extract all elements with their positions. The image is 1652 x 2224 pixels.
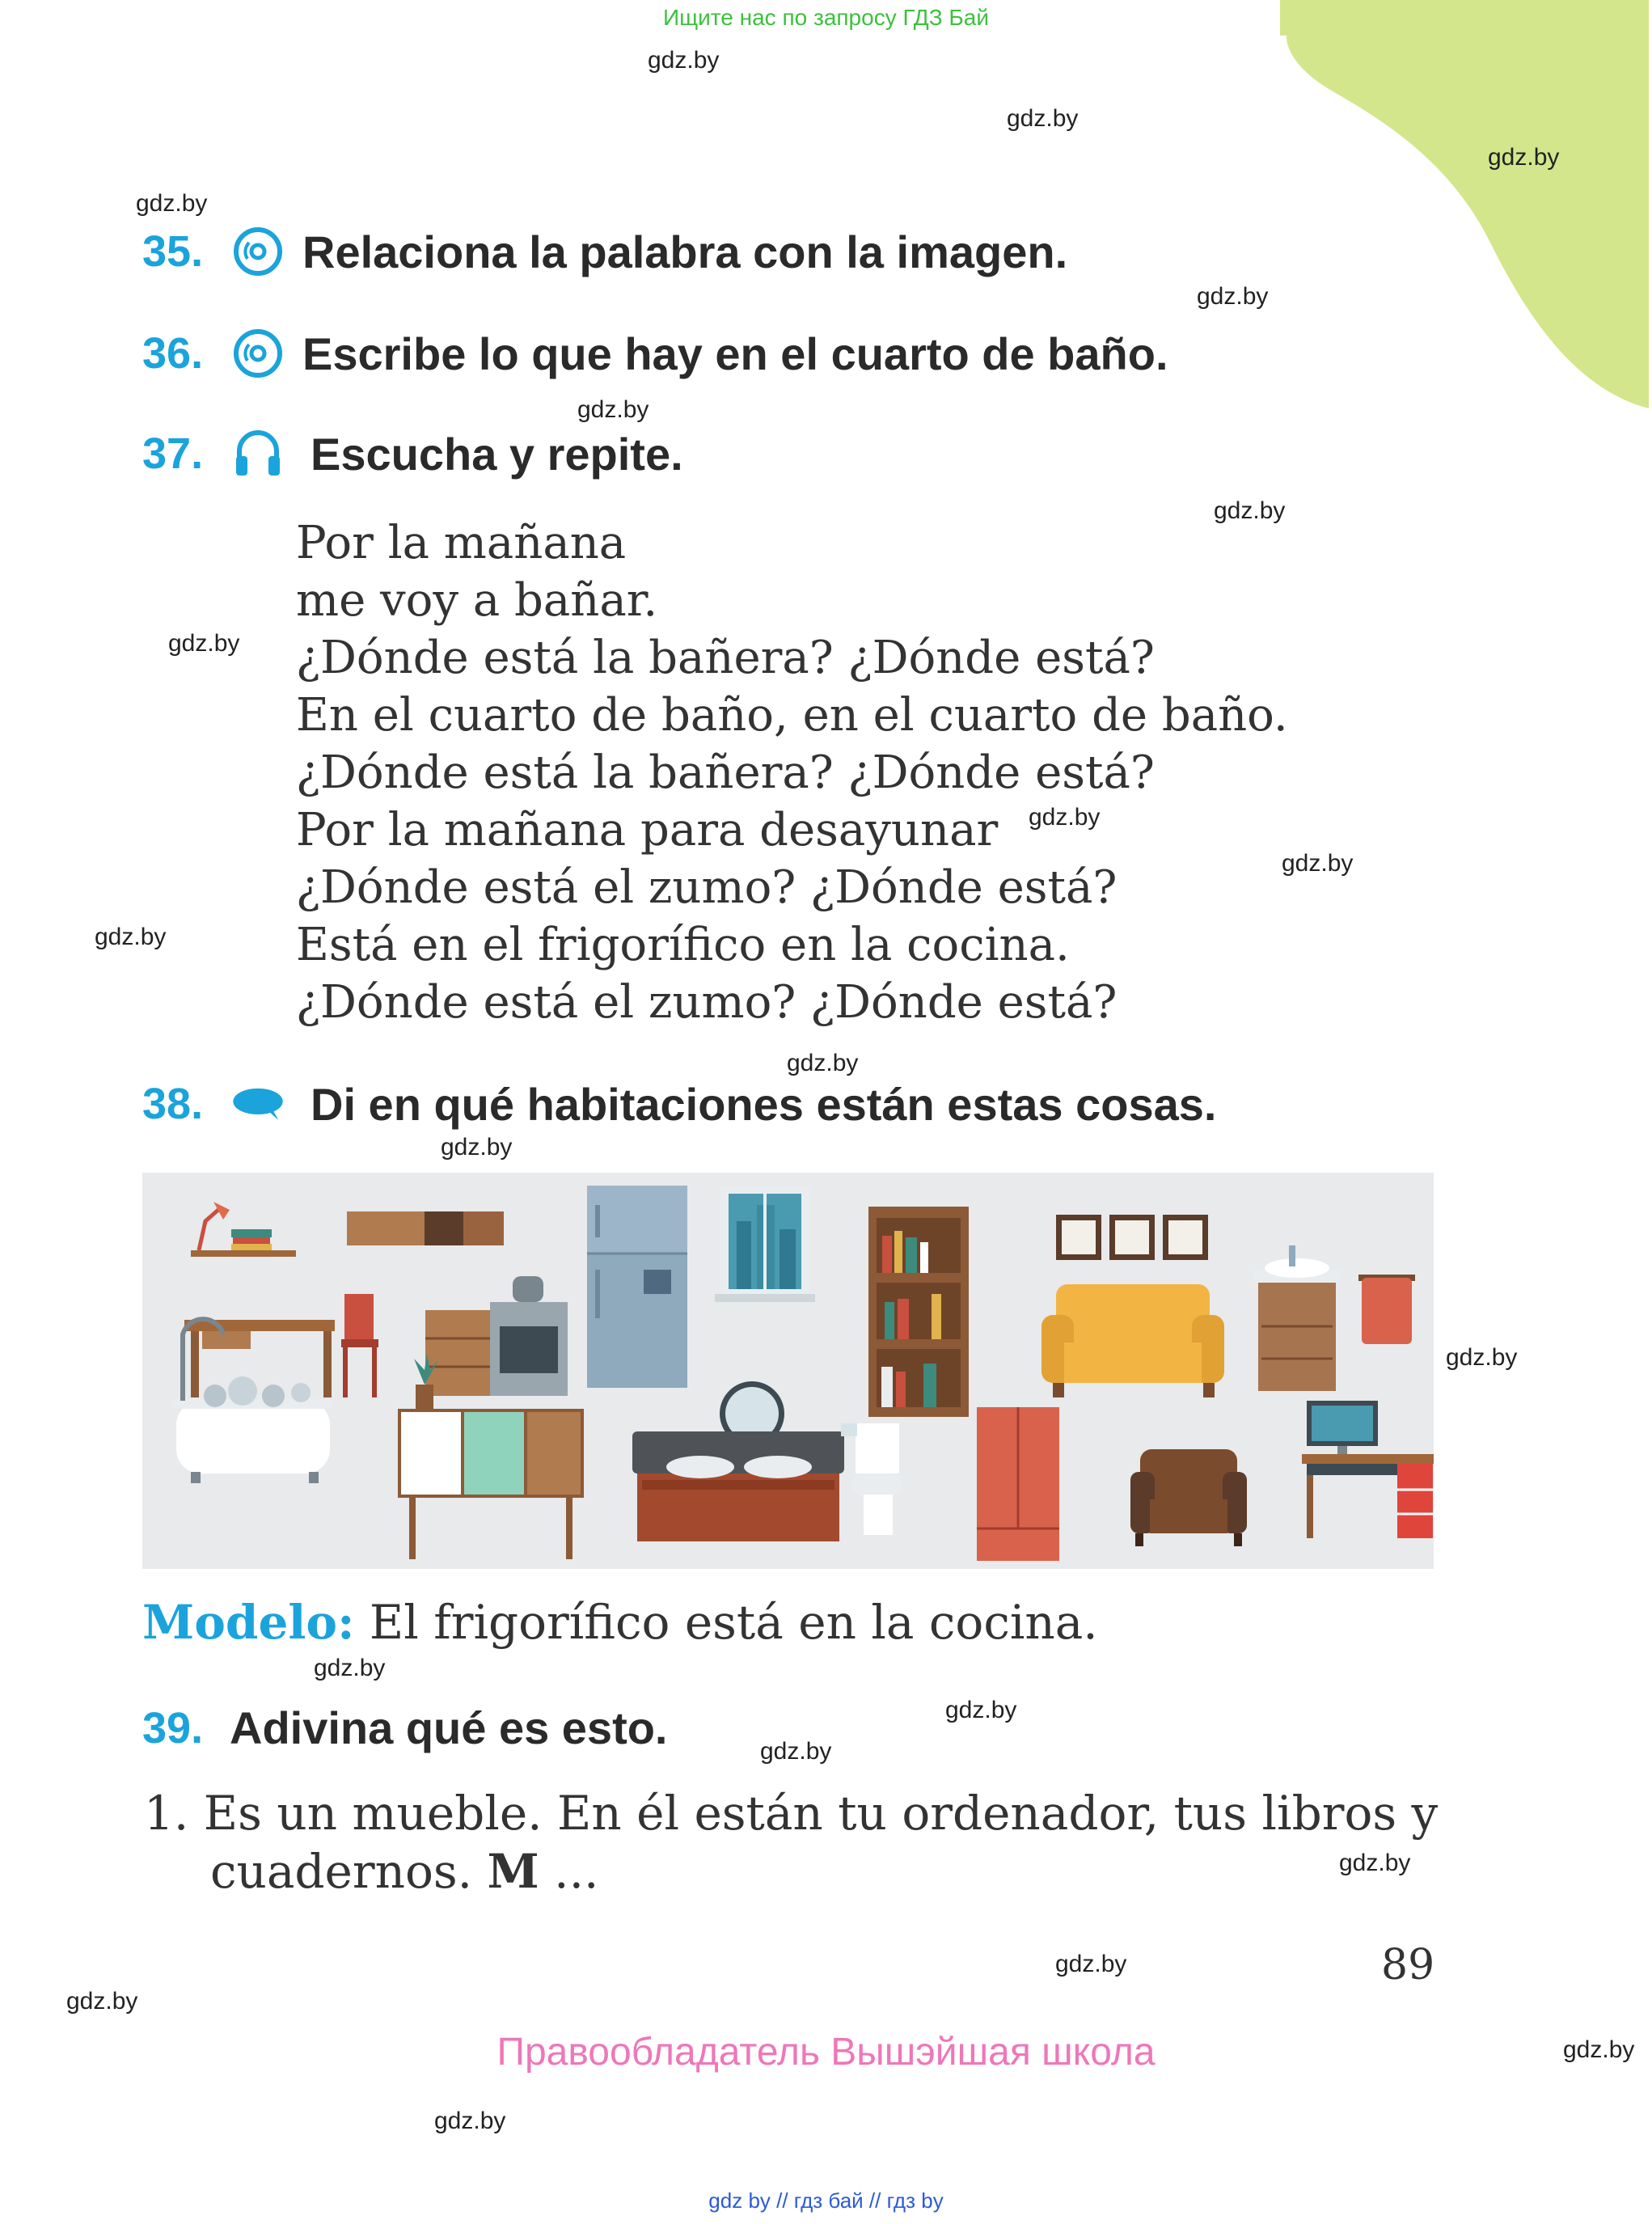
watermark: gdz.by — [577, 396, 649, 423]
watermark: gdz.by — [1029, 804, 1101, 831]
headphones-icon — [231, 427, 285, 480]
watermark: gdz.by — [314, 1655, 386, 1681]
watermark: gdz.by — [1197, 283, 1269, 310]
armchair — [1130, 1449, 1247, 1546]
exercise-instruction: Escucha y repite. — [311, 428, 683, 480]
lyric-line: Por la mañana — [296, 517, 627, 569]
lyric-line: En el cuarto de baño, en el cuarto de baño. — [296, 689, 1288, 742]
decorative-blob — [1280, 0, 1652, 421]
cd-disc-icon — [231, 327, 285, 380]
footer-links[interactable]: gdz by // гдз бай // гдз by — [708, 2188, 944, 2213]
watermark: gdz.by — [1446, 1344, 1518, 1371]
exercise-number: 35. — [142, 227, 204, 276]
watermark: gdz.by — [434, 2108, 506, 2134]
watermark: gdz.by — [1214, 497, 1286, 524]
lyric-line: Está en el frigorífico en la cocina. — [296, 919, 1070, 971]
model-text: El frigorífico está en la cocina. — [354, 1595, 1098, 1650]
exercise-36 — [142, 327, 1168, 380]
watermark: gdz.by — [1488, 144, 1560, 171]
lyric-line: ¿Dónde está la bañera? ¿Dónde está? — [296, 632, 1155, 684]
watermark: gdz.by — [760, 1738, 832, 1765]
model-sentence — [142, 1595, 1098, 1650]
top-banner: Ищите нас по запросу ГДЗ Бай — [662, 5, 990, 30]
lyric-line: Por la mañana para desayunar — [296, 804, 999, 856]
sofa — [1041, 1284, 1224, 1397]
watermark: gdz.by — [648, 47, 720, 74]
fridge — [587, 1186, 687, 1388]
window — [715, 1186, 815, 1302]
watermark: gdz.by — [1055, 1951, 1127, 1977]
stove — [490, 1276, 568, 1396]
exercise-instruction: Relaciona la palabra con la imagen. — [302, 226, 1068, 277]
watermark: gdz.by — [95, 924, 167, 950]
watermark: gdz.by — [1339, 1850, 1411, 1876]
exercise-instruction: Di en qué habitaciones están estas cosas. — [311, 1078, 1217, 1130]
speech-bubble-icon — [231, 1077, 285, 1131]
wardrobe — [977, 1407, 1059, 1561]
exercise-instruction: Escribe lo que hay en el cuarto de baño. — [302, 328, 1168, 379]
lyric-line: ¿Dónde está el zumo? ¿Dónde está? — [296, 976, 1118, 1029]
riddle-line — [144, 1842, 1438, 1901]
watermark: gdz.by — [1007, 105, 1079, 132]
exercise-37 — [142, 427, 683, 480]
exercise-instruction: Adivina qué es esto. — [230, 1702, 668, 1753]
exercise-35 — [142, 225, 1067, 278]
exercise-number: 38. — [142, 1080, 204, 1128]
exercise-39 — [142, 1702, 668, 1754]
riddle-line: 1. Es un mueble. En él están tu ordenador, tus libros y — [144, 1786, 1439, 1841]
watermark: gdz.by — [66, 1988, 138, 2015]
exercise-number: 39. — [142, 1703, 204, 1753]
riddle-text: cuadernos. — [210, 1844, 488, 1899]
lyric-line: ¿Dónde está la bañera? ¿Dónde está? — [296, 746, 1155, 799]
watermark: gdz.by — [441, 1134, 513, 1161]
lyric-line: me voy a bañar. — [296, 574, 658, 627]
chair — [341, 1294, 378, 1397]
wall-cabinets — [347, 1211, 504, 1245]
watermark: gdz.by — [787, 1050, 859, 1076]
watermark: gdz.by — [168, 630, 240, 657]
page-number: 89 — [1381, 1941, 1435, 1989]
watermark: gdz.by — [1282, 850, 1354, 877]
song-lyrics — [296, 514, 1288, 1031]
cd-disc-icon — [231, 225, 285, 278]
towel — [1358, 1275, 1415, 1344]
bed — [632, 1431, 844, 1541]
desk — [184, 1320, 335, 1397]
copyright-notice: Правообладатель Вышэйшая школа — [496, 2031, 1156, 2074]
lyric-line: ¿Dónde está el zumo? ¿Dónde está? — [296, 861, 1118, 914]
kitchen-drawers — [425, 1310, 490, 1396]
computer-desk — [1302, 1401, 1434, 1538]
riddle-1 — [144, 1784, 1438, 1901]
exercise-number: 36. — [142, 329, 204, 378]
furniture-illustration — [142, 1173, 1434, 1569]
watermark: gdz.by — [1563, 2036, 1635, 2063]
riddle-ellipsis: ... — [539, 1844, 599, 1899]
exercise-38 — [142, 1077, 1216, 1131]
shelf-with-lamp — [191, 1202, 296, 1257]
exercise-number: 37. — [142, 429, 204, 478]
bookcase — [868, 1207, 969, 1417]
model-label: Modelo: — [142, 1595, 355, 1650]
bathroom-sink-cabinet — [1253, 1245, 1341, 1391]
wall-frames — [1056, 1215, 1208, 1260]
toilet — [841, 1423, 902, 1535]
riddle-hint-letter: M — [487, 1844, 539, 1899]
watermark: gdz.by — [136, 190, 208, 217]
watermark: gdz.by — [945, 1697, 1017, 1723]
